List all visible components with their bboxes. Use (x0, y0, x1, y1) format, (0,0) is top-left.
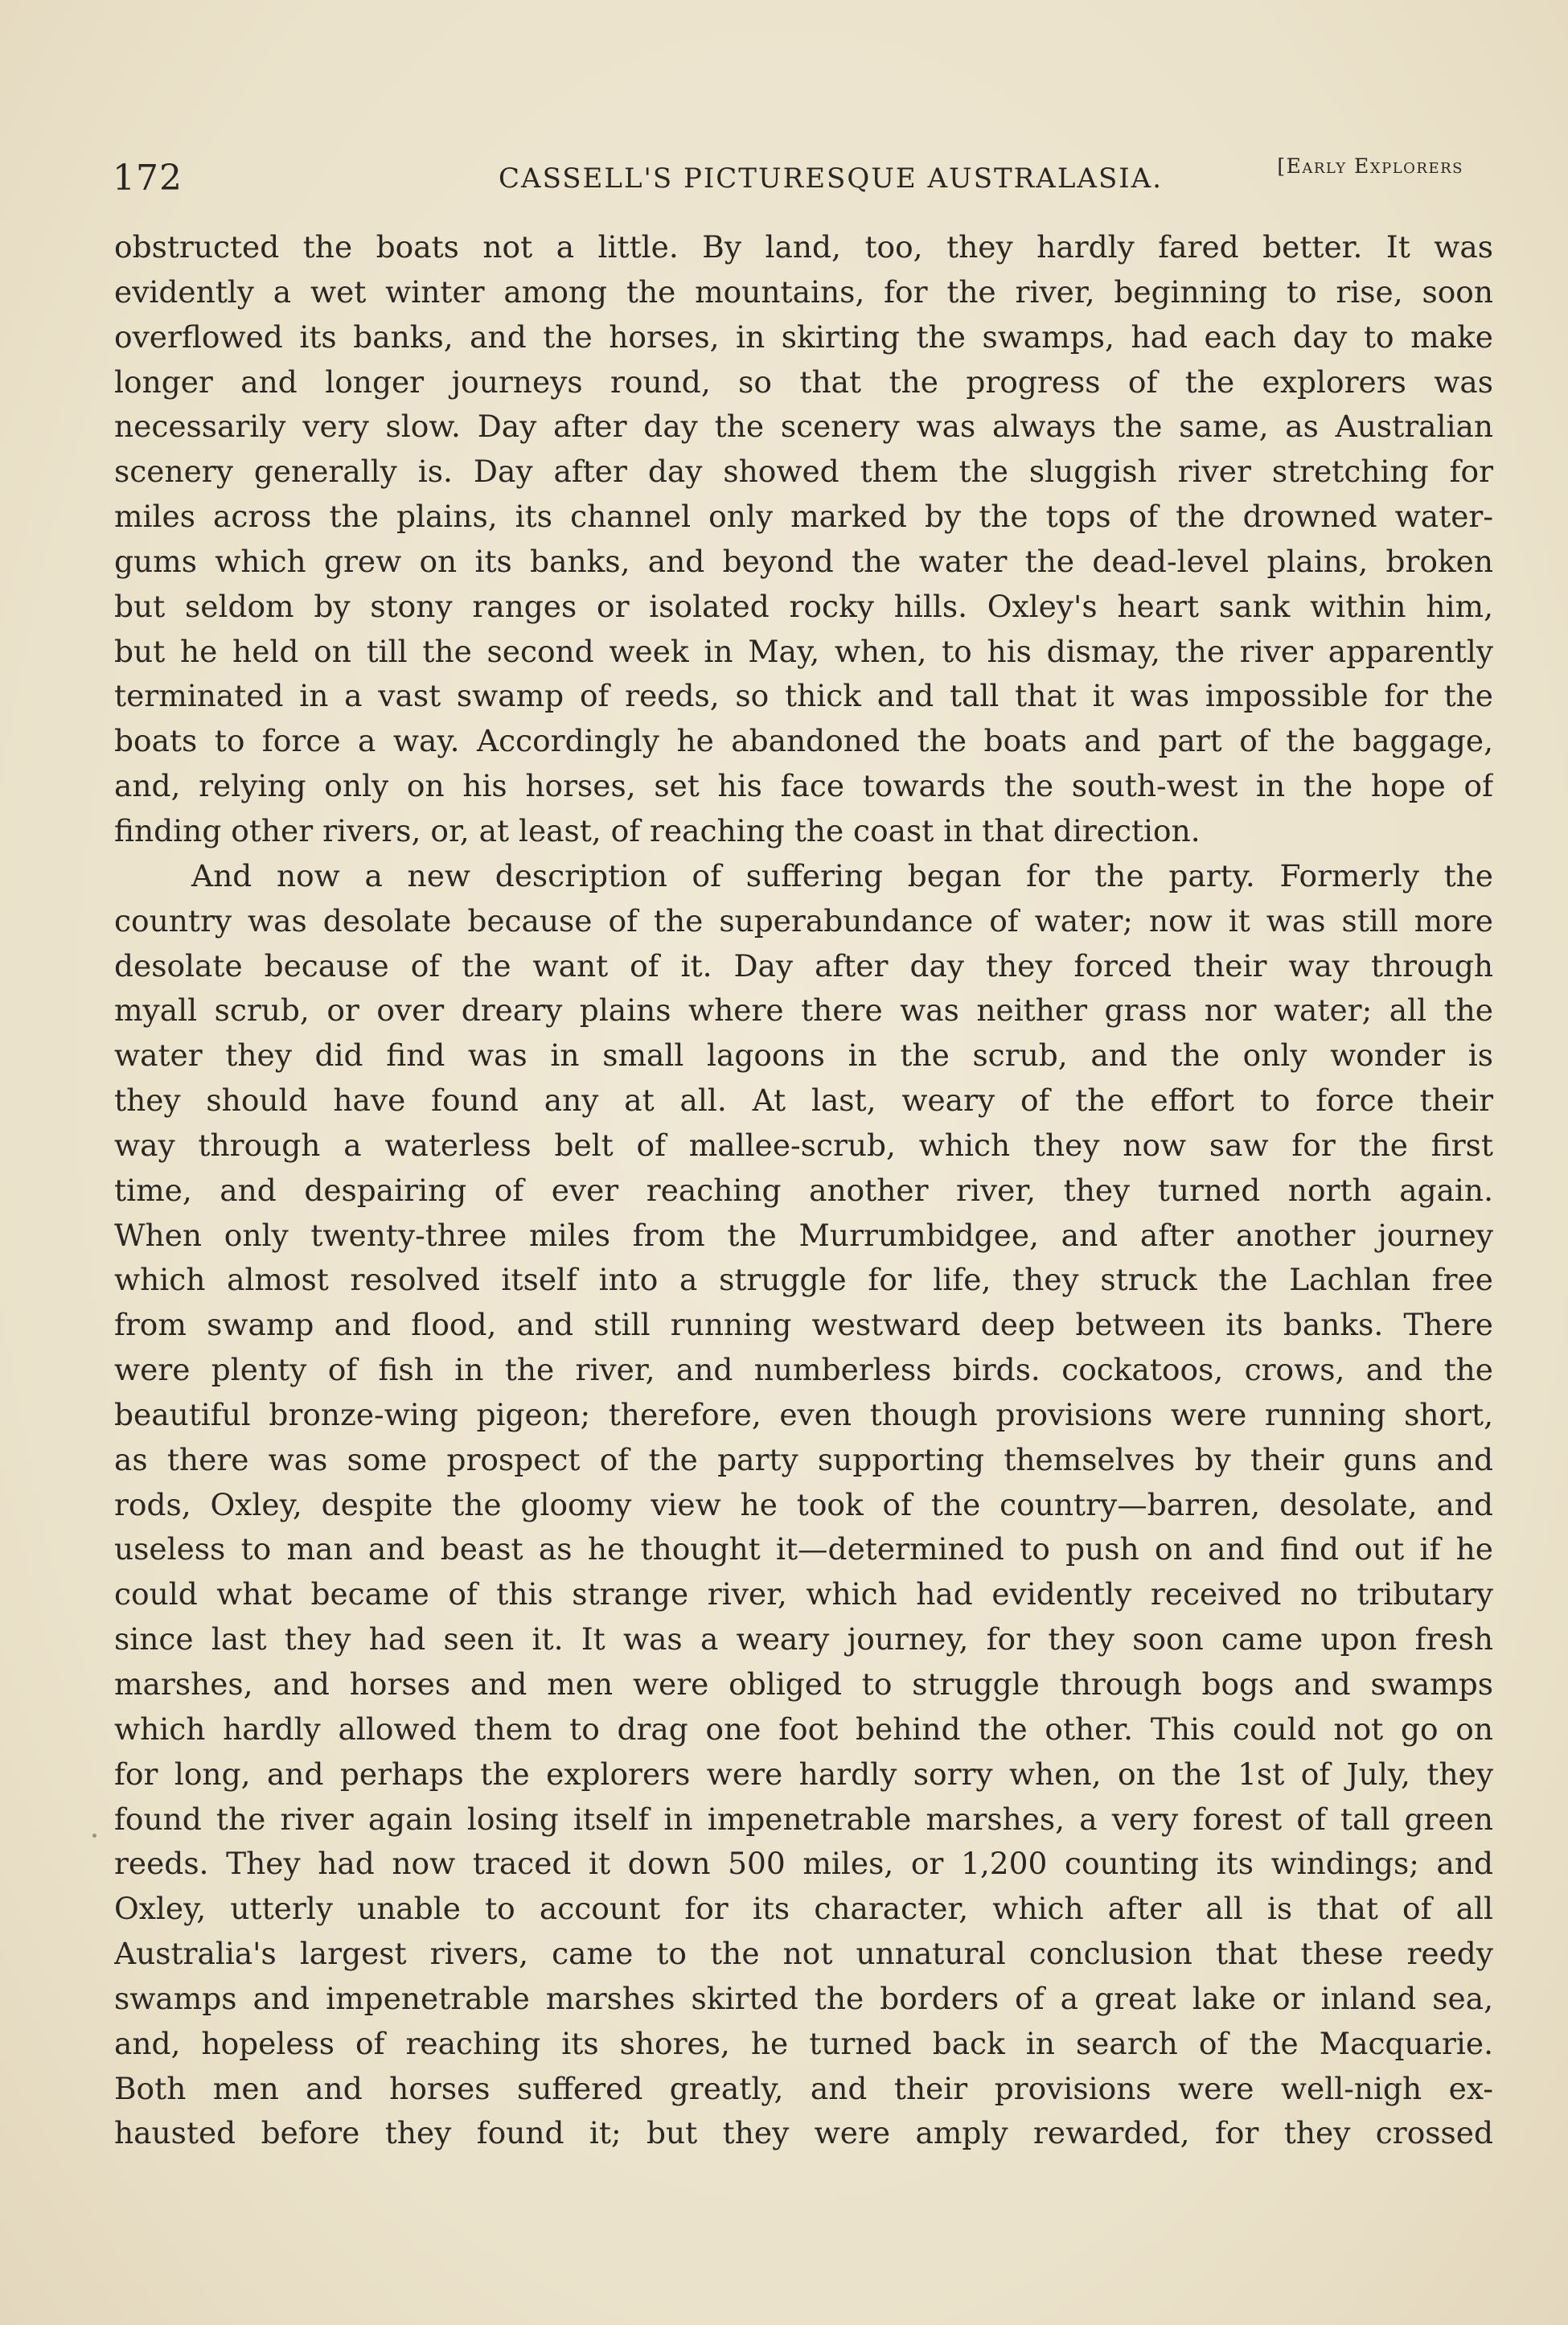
text-line: country was desolate because of the superabundance of water; now it was still more (114, 902, 1493, 939)
text-line: could what became of this strange river, which had evidently received no tributary (114, 1576, 1493, 1612)
text-line: terminated in a vast swamp of reeds, so thick and tall that it was impossible for the (114, 678, 1493, 714)
text-line: gums which grew on its banks, and beyond the water the dead-level plains, broken (114, 543, 1493, 579)
text-line: hausted before they found it; but they were amply rewarded, for they crossed (114, 2115, 1493, 2151)
text-line: and, relying only on his horses, set his face towards the south-west in the hope of (114, 768, 1493, 804)
text-line: since last they had seen it. It was a weary journey, for they soon came upon fresh (114, 1621, 1493, 1657)
text-line: time, and despairing of ever reaching another river, they turned north again. (114, 1172, 1493, 1208)
text-line: were plenty of fish in the river, and numberless birds. cockatoos, crows, and the (114, 1352, 1493, 1388)
text-line: and, hopeless of reaching its shores, he turned back in search of the Macquarie. (114, 2025, 1493, 2061)
text-line: necessarily very slow. Day after day the scenery was always the same, as Australian (114, 409, 1493, 445)
text-line: beautiful bronze-wing pigeon; therefore, even though provisions were running short, (114, 1396, 1493, 1432)
text-line: marshes, and horses and men were obliged to struggle through bogs and swamps (114, 1666, 1493, 1702)
ink-speck (92, 1834, 96, 1838)
text-line: overflowed its banks, and the horses, in skirting the swamps, had each day to make (114, 318, 1493, 355)
paragraph-end-line: finding other rivers, or, at least, of reaching the coast in that direction. (114, 812, 1201, 848)
text-line: miles across the plains, its channel only marked by the tops of the drowned water- (114, 499, 1493, 535)
text-line: reeds. They had now traced it down 500 miles, or 1,200 counting its windings; and (114, 1846, 1493, 1882)
text-line: Both men and horses suffered greatly, and their provisions were well-nigh ex- (114, 2070, 1493, 2106)
text-line: which almost resolved itself into a struggle for life, they struck the Lachlan free (114, 1262, 1493, 1298)
text-line: which hardly allowed them to drag one foot behind the other. This could not go on (114, 1711, 1493, 1747)
text-line: rods, Oxley, despite the gloomy view he took of the country—barren, desolate, and (114, 1486, 1493, 1522)
text-line: longer and longer journeys round, so that the progress of the explorers was (114, 364, 1493, 400)
body-text (114, 225, 1493, 2156)
text-line: way through a waterless belt of mallee-scrub, which they now saw for the first (114, 1127, 1493, 1163)
text-line: myall scrub, or over dreary plains where there was neither grass nor water; all the (114, 992, 1493, 1029)
text-line: from swamp and flood, and still running westward deep between its banks. There (114, 1307, 1493, 1343)
running-title: CASSELL'S PICTURESQUE AUSTRALASIA. (499, 162, 1164, 195)
text-line: When only twenty-three miles from the Murrumbidgee, and after another journey (114, 1217, 1493, 1253)
section-heading: [Early Explorers (1277, 154, 1463, 178)
text-line: useless to man and beast as he thought it—determined to push on and find out if he (114, 1531, 1493, 1567)
text-line: found the river again losing itself in impenetrable marshes, a very forest of tall green (114, 1801, 1493, 1837)
text-line: evidently a wet winter among the mountains, for the river, beginning to rise, soon (114, 273, 1493, 310)
text-line: boats to force a way. Accordingly he abandoned the boats and part of the baggage, (114, 723, 1493, 759)
text-line: obstructed the boats not a little. By land, too, they hardly fared better. It was (114, 229, 1493, 265)
text-line: scenery generally is. Day after day showed them the sluggish river stretching for (114, 454, 1493, 490)
text-line: Oxley, utterly unable to account for its character, which after all is that of all (114, 1891, 1493, 1927)
running-head (113, 154, 1463, 203)
text-line: but seldom by stony ranges or isolated rocky hills. Oxley's heart sank within him, (114, 588, 1493, 624)
text-line: water they did find was in small lagoons in the scrub, and the only wonder is (114, 1037, 1493, 1074)
text-line: for long, and perhaps the explorers were hardly sorry when, on the 1st of July, they (114, 1756, 1493, 1792)
paragraph-start-line: And now a new description of suffering began for the party. Formerly the (191, 857, 1493, 893)
text-line: as there was some prospect of the party supporting themselves by their guns and (114, 1441, 1493, 1477)
text-line: Australia's largest rivers, came to the not unnatural conclusion that these reedy (114, 1936, 1493, 1972)
text-line: swamps and impenetrable marshes skirted the borders of a great lake or inland sea, (114, 1980, 1493, 2016)
text-line: they should have found any at all. At last, weary of the effort to force their (114, 1082, 1493, 1119)
text-line: desolate because of the want of it. Day after day they forced their way through (114, 947, 1493, 984)
page-number: 172 (113, 158, 183, 199)
text-line: but he held on till the second week in May, when, to his dismay, the river apparently (114, 633, 1493, 669)
